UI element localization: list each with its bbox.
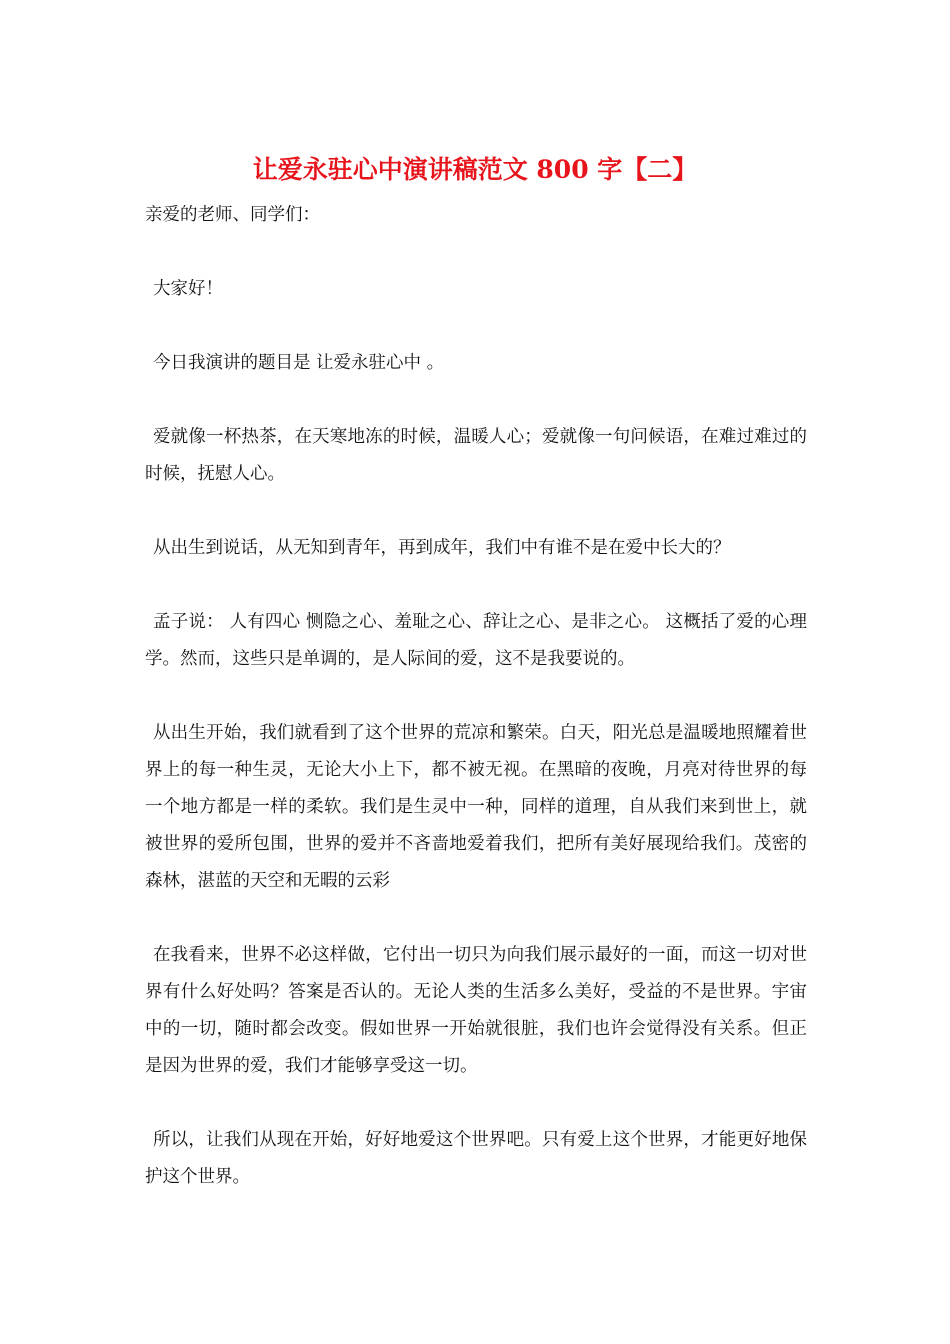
document-body <box>145 197 807 1196</box>
paragraph-love-metaphor: 爱就像一杯热茶，在天寒地冻的时候，温暖人心；爱就像一句问候语，在难过难过的时候，抚慰人心。 <box>145 427 807 484</box>
paragraph-topic: 今日我演讲的题目是 让爱永驻心中 。 <box>153 353 445 373</box>
greeting-line: 亲爱的老师、同学们： <box>145 205 320 225</box>
paragraph-hello: 大家好！ <box>153 279 223 299</box>
paragraph-my-view: 在我看来，世界不必这样做，它付出一切只为向我们展示最好的一面，而这一切对世界有什么好处吗？答案是否认的。无论人类的生活多么美好，受益的不是世界。宇宙中的一切，随时都会改变。假如世界一开始就很脏，我们也许会觉得没有关系。但正是因为世界的爱，我们才能够享受这一切。 <box>145 945 807 1076</box>
paragraph-mencius: 孟子说： 人有四心 恻隐之心、羞耻之心、辞让之心、是非之心。 这概括了爱的心理学。然而，这些只是单调的，是人际间的爱，这不是我要说的。 <box>145 612 807 669</box>
page-title: 让爱永驻心中演讲稿范文 800 字【二】 <box>252 155 698 184</box>
paragraph-world-love: 从出生开始，我们就看到了这个世界的荒凉和繁荣。白天，阳光总是温暖地照耀着世界上的每一种生灵，无论大小上下，都不被无视。在黑暗的夜晚，月亮对待世界的每一个地方都是一样的柔软。我们是生灵中一种，同样的道理，自从我们来到世上，就被世界的爱所包围，世界的爱并不吝啬地爱着我们，把所有美好展现给我们。茂密的森林，湛蓝的天空和无暇的云彩 <box>145 723 807 891</box>
paragraph-conclusion: 所以，让我们从现在开始，好好地爱这个世界吧。只有爱上这个世界，才能更好地保护这个世界。 <box>145 1130 807 1187</box>
paragraph-growing-up: 从出生到说话，从无知到青年，再到成年，我们中有谁不是在爱中长大的？ <box>153 538 731 558</box>
